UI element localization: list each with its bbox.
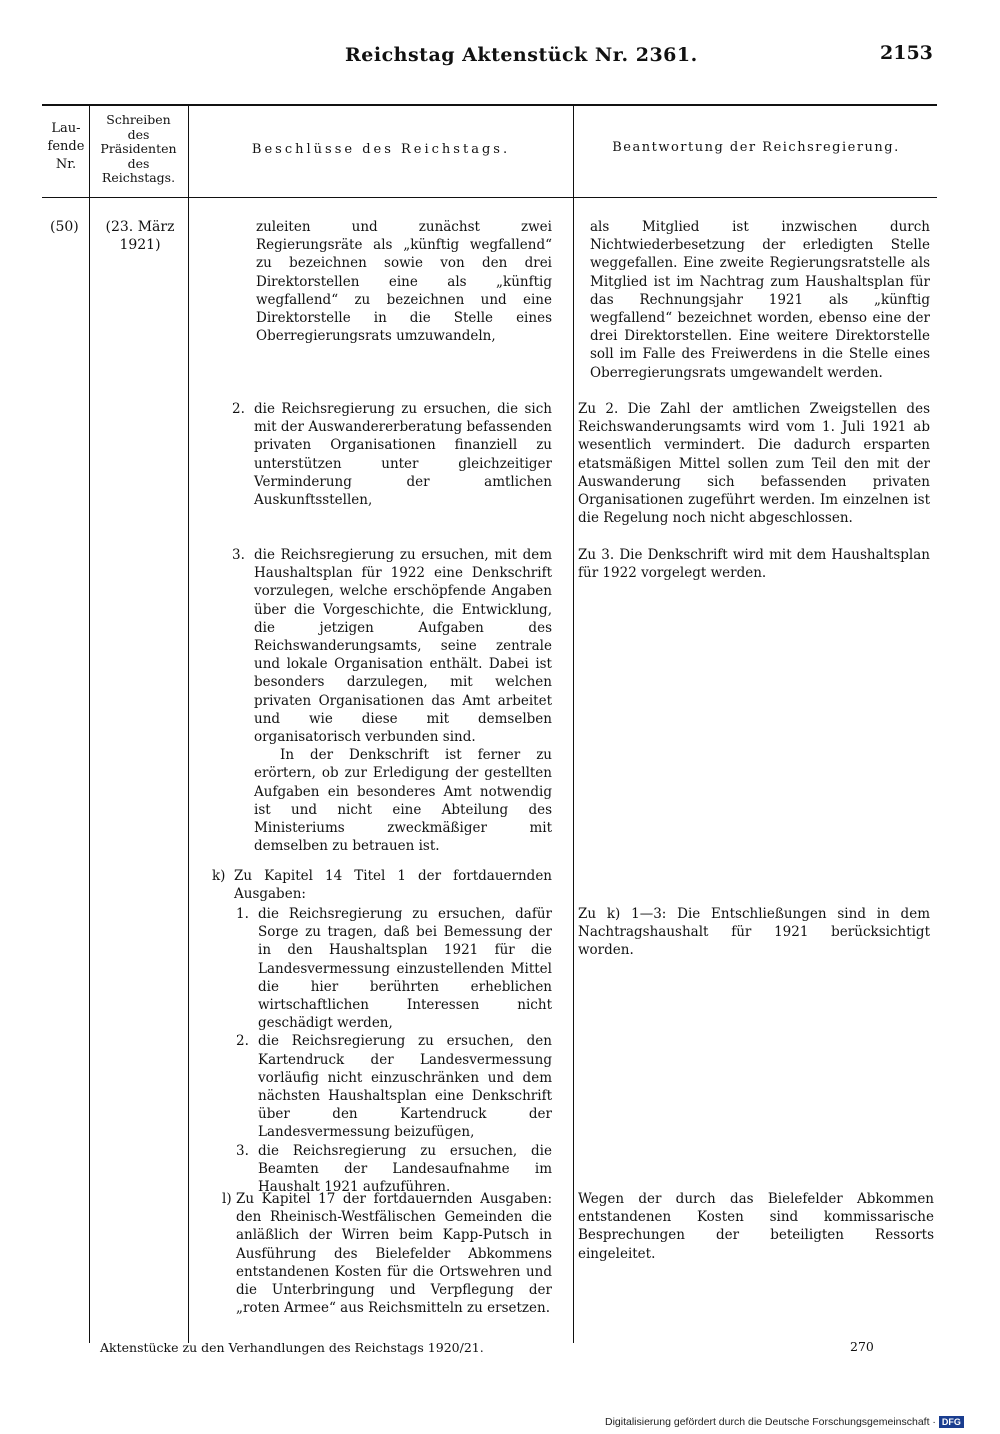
item-number: 3. [236,1142,249,1159]
credit-text: Digitalisierung gefördert durch die Deutsche Forschungsgemeinschaft · [605,1416,936,1428]
item-number: 1. [236,906,249,922]
item-text: die Reichsregierung zu ersuchen, die Beamten der Landesaufnahme im Haushalt 1921 aufzuführen. [258,1142,552,1196]
footer-source: Aktenstücke zu den Verhandlungen des Reichstags 1920/21. [100,1340,484,1355]
digitization-credit [605,1416,964,1428]
column-rule-1 [89,105,90,1343]
entry-date: (23. März 1921) [105,219,175,254]
section-label: l) [222,1191,232,1207]
item-number: 3. [232,547,245,563]
column-header-laufende-nr: Lau- fende Nr. [47,121,85,172]
item-text: die Reichsregierung zu ersuchen, dafür Sorge zu tragen, daß bei Bemessung der in den Haushaltsplan 1921 für die Landesvermessung einzustellenden Mittel die hier berührten erheblichen wirtschaftlichen Interessen nicht geschädigt werden, [258,906,552,1032]
resolution-item-2 [232,400,552,509]
answer-3: Zu 3. Die Denkschrift wird mit dem Haushaltsplan für 1922 vorgelegt werden. [578,547,930,582]
item-text: die Reichsregierung zu ersuchen, mit dem Haushaltsplan für 1922 eine Denkschrift vorzulegen, welche erschöpfende Angaben über die Vorgeschichte, die Entwicklung, die jetzigen Aufgaben des Reichswanderungsamts, seine zentrale und lokale Organisation enthält. Dabei ist besonders darzulegen, mit welchen privaten Organisationen das Amt arbeitet und wie diese mit demselben organisatorisch verbunden sind. [254,547,552,746]
column-header-beantwortung: Beantwortung der Reichsregierung. [612,140,900,155]
list-item [236,1032,552,1141]
resolution-intro [256,218,552,345]
list-item [236,905,552,1032]
table-top-rule [42,104,937,106]
answer-1: als Mitglied ist inzwischen durch Nichtwiederbesetzung der erledigten Stelle weggefallen. Eine zweite Regierungsratstelle als Mitglied ist im Nachtrag zum Haushaltsplan für das Rechnungsjahr 1921 als „künftig wegfallend“ bezeichnet worden, ebenso eine der drei Direktorstellen. Eine weitere Direktorstelle soll im Falle des Freiwerdens in die Stelle eines Oberregierungsrats umgewandelt werden. [590,219,930,381]
resolution-intro-text: zuleiten und zunächst zwei Regierungsräte als „künftig wegfallend“ zu bezeichnen sowie von den drei Direktorstellen eine als „künftig wegfallend“ zu bezeichnen und eine Direktorstelle in die Stelle eines Oberregierungsrats umzuwandeln, [256,219,552,345]
resolution-section-l [222,1190,552,1317]
dfg-logo: DFG [939,1416,964,1428]
section-k-items [236,905,552,1196]
column-rule-2 [188,105,189,1343]
column-header-beschluesse: Beschlüsse des Reichstags. [251,142,511,157]
column-rule-3 [573,105,574,1343]
footer-page-number: 270 [850,1339,874,1354]
item-number: 2. [232,401,245,417]
list-item [236,1142,552,1197]
resolution-item-3 [232,546,552,855]
column-header-schreiben: Schreiben des Präsidenten des Reichstags. [100,112,177,185]
section-heading: Zu Kapitel 14 Titel 1 der fortdauernden Ausgaben: [234,868,552,903]
entry-number: (50) [50,219,79,235]
item-text: die Reichsregierung zu ersuchen, die sich mit der Auswandererberatung befassenden privaten Organisationen finanziell zu unterstützen unter gleichzeitiger Verminderung der amtlichen Auskunftsstellen, [254,401,552,509]
answer-2: Zu 2. Die Zahl der amtlichen Zweigstellen des Reichswanderungsamts wird vom 1. Juli 1921 ab wesentlich vermindert. Die dadurch ersparten etatsmäßigen Mittel sollen zum Teil den mit der Auswanderung sich befassenden privaten Organisationen zugeführt werden. Im einzelnen ist die Regelung noch nicht abgeschlossen. [578,401,930,527]
answer-k: Zu k) 1—3: Die Entschließungen sind in dem Nachtragshaushalt für 1921 berücksichtigt worden. [578,906,930,959]
section-label: k) [212,868,226,884]
answer-l: Wegen der durch das Bielefelder Abkommen entstandenen Kosten sind kommissarische Besprechungen der beteiligten Ressorts eingeleitet. [578,1191,934,1262]
section-text: Zu Kapitel 17 der fortdauernden Ausgaben: den Rheinisch-Westfälischen Gemeinden die anläßlich der Wirren beim Kapp-Putsch in Ausführung des Bielefelder Abkommens entstandenen Kosten für die Ortswehren und die Unterbringung und Verpflegung der „roten Armee“ aus Reichsmitteln zu ersetzen. [236,1191,552,1317]
table-header-rule [42,197,937,198]
page-header-title: Reichstag Aktenstück Nr. 2361. [345,44,698,66]
page-number: 2153 [880,42,933,64]
item-text-continued: In der Denkschrift ist ferner zu erörtern, ob zur Erledigung der gestellten Aufgaben ein besonderes Amt notwendig ist und nicht eine Abteilung des Ministeriums zweckmäßiger mit demselben zu betrauen ist. [254,747,552,855]
item-number: 2. [236,1033,249,1050]
item-text: die Reichsregierung zu ersuchen, den Kartendruck der Landesvermessung vorläufig nicht einzuschränken und dem nächsten Haushaltsplan eine Denkschrift über den Kartendruck der Landesvermessung beizufügen, [258,1033,552,1141]
resolution-section-k [212,867,552,903]
